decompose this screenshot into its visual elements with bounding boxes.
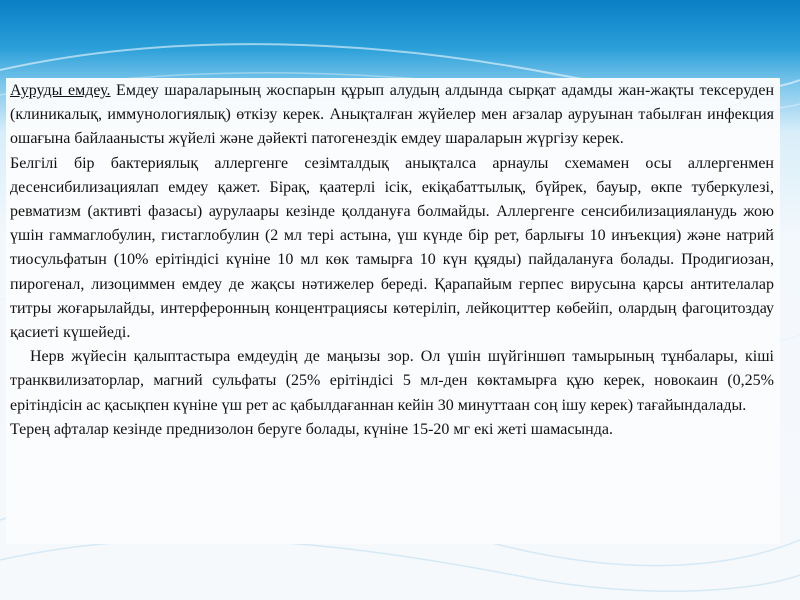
- paragraph-3: Нерв жүйесін қалыптастыра емдеудің де маңызы зор. Ол үшін шүйгіншөп тамырының тұнбалары, кіші транквилизаторлар, магний сульфаты (25% ерітіндісі 5 мл-ден көктамырға құю керек, новокаин (0,25% ерітіндісін ас қасықпен күніне үш рет ас қабылдағаннан кейін 30 минуттаан соң ішу керек) тағайындалады.: [10, 348, 774, 414]
- slide-content: [10, 79, 774, 442]
- paragraph-2: Белгілі бір бактериялық аллергенге сезімталдық анықталса арнаулы схемамен осы аллергенмен десенсибилизациялап емдеу қажет. Бірақ, қаатерлі ісік, екіқабаттылық, бүйрек, бауыр, өкпе туберкулезі, ревматизм (активті фазасы) аурулаары кезінде қолдануға болмайды. Аллергенге сенсибилизацияланудь жою үшін гаммаглобулин, гистаглобулин (2 мл тері астына, үш күнде бір рет, барлығы 10 инъекция) және натрий тиосульфатын (10% ерітіндісі күніне 10 мл көк тамырға 10 күн құяды) пайдалануға болады. Продигиозан, пирогенал, лизоциммен емдеу де жақсы нәтижелер береді. Қарапайым герпес вирусына қарсы антителалар титры жоғарылайды, интерферонның концентрациясы көтеріліп, лейкоциттер көбейіп, олардың фагоцитоздау қасиеті күшейеді.: [10, 154, 774, 342]
- paragraph-4: Терең афталар кезінде преднизолон беруге болады, күніне 15-20 мг екі жеті шамасында.: [10, 420, 613, 438]
- paragraph-1-text: Емдеу шараларының жоспарын құрып алудың алдында сырқат адамды жан-жақты тексеруден (клиникалық, иммунологиялық) өткізу керек. Анықталған жүйелер мен ағзалар ауруынан табылған инфекция ошағына байлааныcты жүйелі және дәйекті патогенездік емдеу шараларын жүргізу керек.: [10, 82, 775, 148]
- paragraph-treatment: [10, 79, 774, 152]
- section-heading: Ауруды емдеу.: [10, 82, 111, 99]
